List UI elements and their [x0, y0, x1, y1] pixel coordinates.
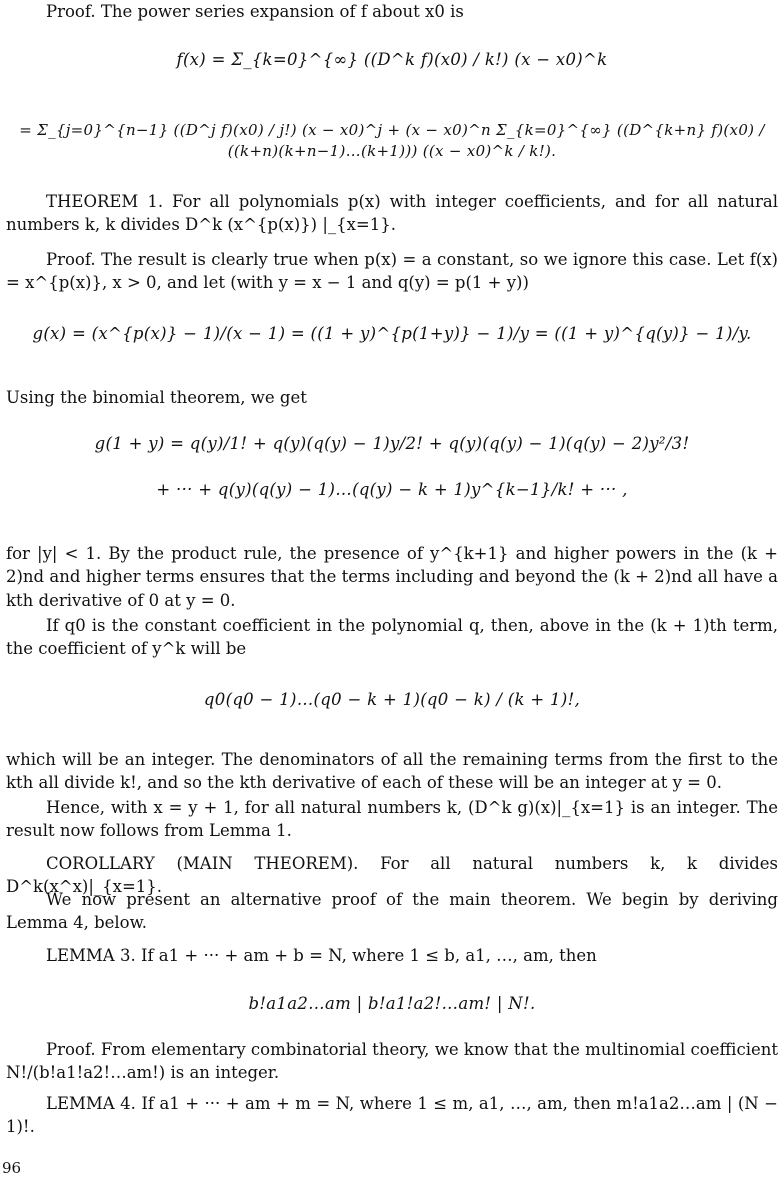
paragraph-hence: Hence, with x = y + 1, for all natural numbers k, (D^k g)(x)|_{x=1} is an integer. The result now follows from Lemma 1.	[6, 798, 778, 841]
equation-series-line-2: = Σ_{j=0}^{n−1} ((D^j f)(x0) / j!) (x − x0)^j + (x − x0)^n Σ_{k=0}^{∞} ((D^{k+n} f)(x0) / ((k+n)(k+n−1)…(k+1))) ((x − x0)^k / k!).	[19, 121, 765, 161]
equation-binomial-line-2: + ··· + q(y)(q(y) − 1)…(q(y) − k + 1)y^{k−1}/k! + ··· ,	[156, 480, 628, 499]
lemma-4: LEMMA 4. If a1 + ··· + am + m = N, where 1 ≤ m, a1, …, am, then m!a1a2…am | (N − 1)!.	[6, 1094, 778, 1137]
page-number: 96	[2, 1159, 22, 1177]
paragraph-q0: If q0 is the constant coefficient in the polynomial q, then, above in the (k + 1)th term, the coefficient of y^k will be	[6, 616, 778, 659]
proof-3: Proof. From elementary combinatorial theory, we know that the multinomial coefficient N!/(b!a1!a2!…am!) is an integer.	[6, 1040, 778, 1083]
theorem-1: THEOREM 1. For all polynomials p(x) with integer coefficients, and for all natural numbers k, k divides D^k (x^{p(x)}) |_{x=1}.	[6, 192, 778, 235]
paragraph-integer: which will be an integer. The denominators of all the remaining terms from the first to the kth all divide k!, and so the kth derivative of each of these will be an integer at y = 0.	[6, 750, 778, 793]
equation-binomial-line-1: g(1 + y) = q(y)/1! + q(y)(q(y) − 1)y/2! + q(y)(q(y) − 1)(q(y) − 2)y²/3!	[94, 434, 690, 453]
binomial-intro: Using the binomial theorem, we get	[6, 388, 307, 407]
lemma-3: LEMMA 3. If a1 + ··· + am + b = N, where 1 ≤ b, a1, …, am, then	[46, 946, 597, 965]
paragraph-alternative-proof: We now present an alternative proof of the main theorem. We begin by deriving Lemma 4, below.	[6, 890, 778, 933]
corollary-main-theorem: COROLLARY (MAIN THEOREM). For all natural numbers k, k divides D^k(x^x)|_{x=1}.	[6, 854, 778, 897]
equation-series-line-1: f(x) = Σ_{k=0}^{∞} ((D^k f)(x0) / k!) (x − x0)^k	[176, 50, 608, 69]
equation-coefficient: q0(q0 − 1)…(q0 − k + 1)(q0 − k) / (k + 1)!,	[203, 690, 581, 709]
equation-lemma-3: b!a1a2…am | b!a1!a2!…am! | N!.	[248, 994, 536, 1013]
proof1-intro: Proof. The power series expansion of f about x0 is	[46, 2, 464, 21]
paragraph-product-rule: for |y| < 1. By the product rule, the presence of y^{k+1} and higher powers in the (k + 2)nd and higher terms ensures that the terms including and beyond the (k + 2)nd all have a kth derivative of 0 at y = 0.	[6, 544, 778, 610]
proof-2: Proof. The result is clearly true when p(x) = a constant, so we ignore this case. Let f(x) = x^{p(x)}, x > 0, and let (with y = x − 1 and q(y) = p(1 + y))	[6, 250, 778, 293]
equation-g: g(x) = (x^{p(x)} − 1)/(x − 1) = ((1 + y)^{p(1+y)} − 1)/y = ((1 + y)^{q(y)} − 1)/y.	[32, 324, 752, 343]
